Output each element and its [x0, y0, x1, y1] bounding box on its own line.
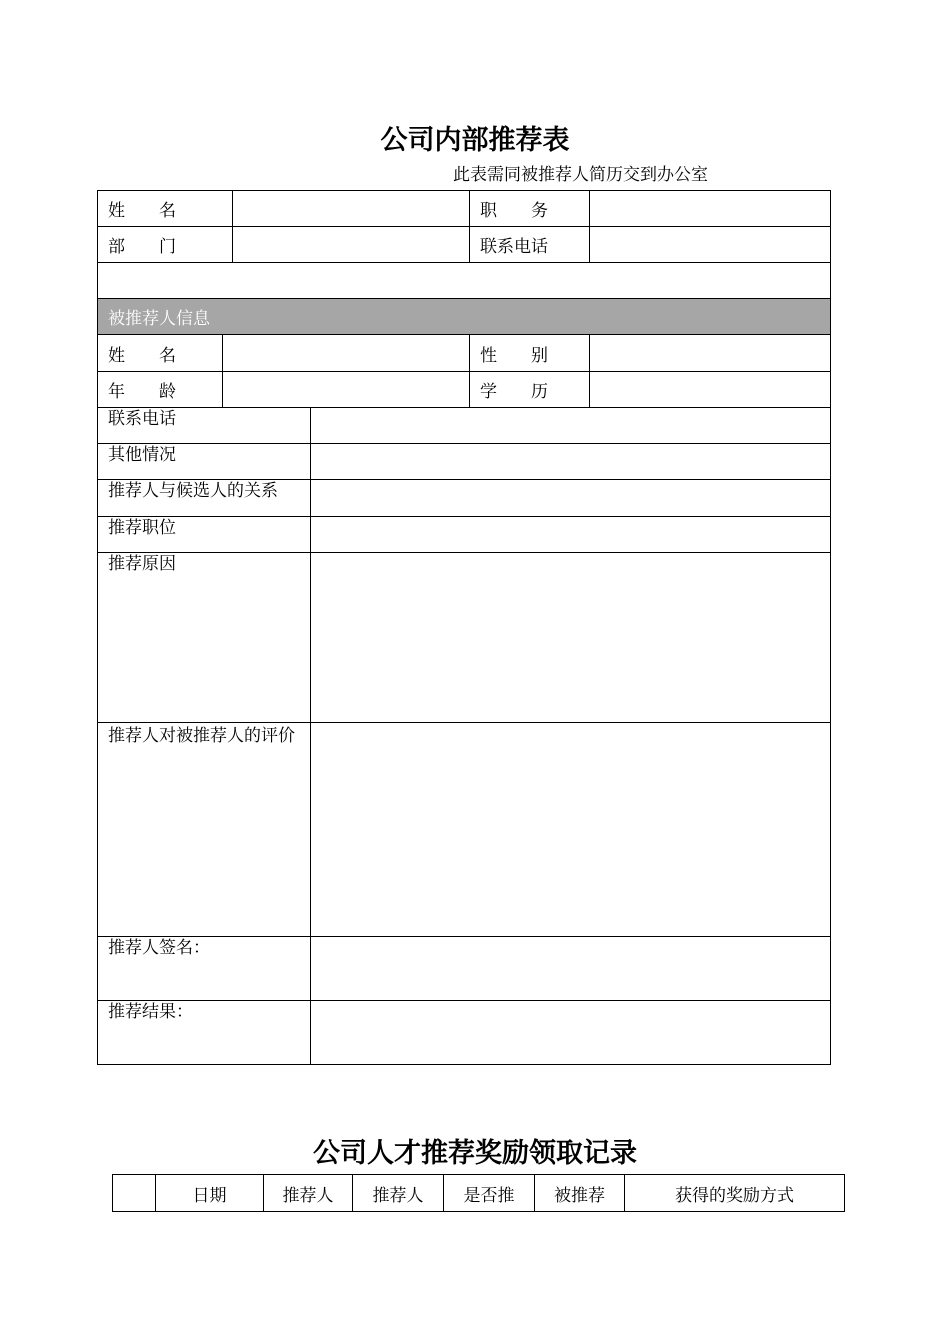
reason-label: 推荐原因: [97, 552, 311, 723]
candidate-age-field[interactable]: [222, 371, 470, 408]
recommender-name-label: 姓 名: [97, 190, 233, 227]
reward-header-recommender-1: 推荐人: [263, 1174, 353, 1212]
recommender-position-label: 职 务: [469, 190, 590, 227]
recommender-name-field[interactable]: [232, 190, 470, 227]
candidate-other-label: 其他情况: [97, 443, 311, 480]
recommender-position-field[interactable]: [589, 190, 831, 227]
recommender-phone-label: 联系电话: [469, 226, 590, 263]
candidate-phone-label: 联系电话: [97, 407, 311, 444]
reward-header-whether: 是否推: [443, 1174, 535, 1212]
evaluation-label: 推荐人对被推荐人的评价: [97, 722, 311, 937]
candidate-name-label: 姓 名: [97, 334, 223, 372]
result-field[interactable]: [310, 1000, 831, 1065]
candidate-education-field[interactable]: [589, 371, 831, 408]
reward-header-reward-method: 获得的奖励方式: [624, 1174, 845, 1212]
candidate-gender-label: 性 别: [469, 334, 590, 372]
candidate-name-field[interactable]: [222, 334, 470, 372]
page-subtitle: 此表需同被推荐人简历交到办公室: [453, 165, 708, 185]
candidate-age-label: 年 龄: [97, 371, 223, 408]
candidate-gender-field[interactable]: [589, 334, 831, 372]
reward-header-recommended: 被推荐: [534, 1174, 625, 1212]
signature-label: 推荐人签名：: [97, 936, 311, 1001]
result-label: 推荐结果：: [97, 1000, 311, 1065]
relation-label: 推荐人与候选人的关系: [97, 479, 311, 517]
relation-field[interactable]: [310, 479, 831, 517]
recommender-phone-field[interactable]: [589, 226, 831, 263]
reward-header-blank: [112, 1174, 156, 1212]
job-field[interactable]: [310, 516, 831, 553]
blank-row: [97, 262, 831, 299]
candidate-education-label: 学 历: [469, 371, 590, 408]
candidate-phone-field[interactable]: [310, 407, 831, 444]
evaluation-field[interactable]: [310, 722, 831, 937]
candidate-other-field[interactable]: [310, 443, 831, 480]
recommender-dept-field[interactable]: [232, 226, 470, 263]
signature-field[interactable]: [310, 936, 831, 1001]
reward-header-date: 日期: [155, 1174, 264, 1212]
reward-title: 公司人才推荐奖励领取记录: [313, 1138, 637, 1169]
candidate-section-header: 被推荐人信息: [97, 298, 831, 335]
page-title: 公司内部推荐表: [380, 125, 570, 156]
reason-field[interactable]: [310, 552, 831, 723]
job-label: 推荐职位: [97, 516, 311, 553]
recommender-dept-label: 部 门: [97, 226, 233, 263]
reward-header-recommender-2: 推荐人: [352, 1174, 444, 1212]
